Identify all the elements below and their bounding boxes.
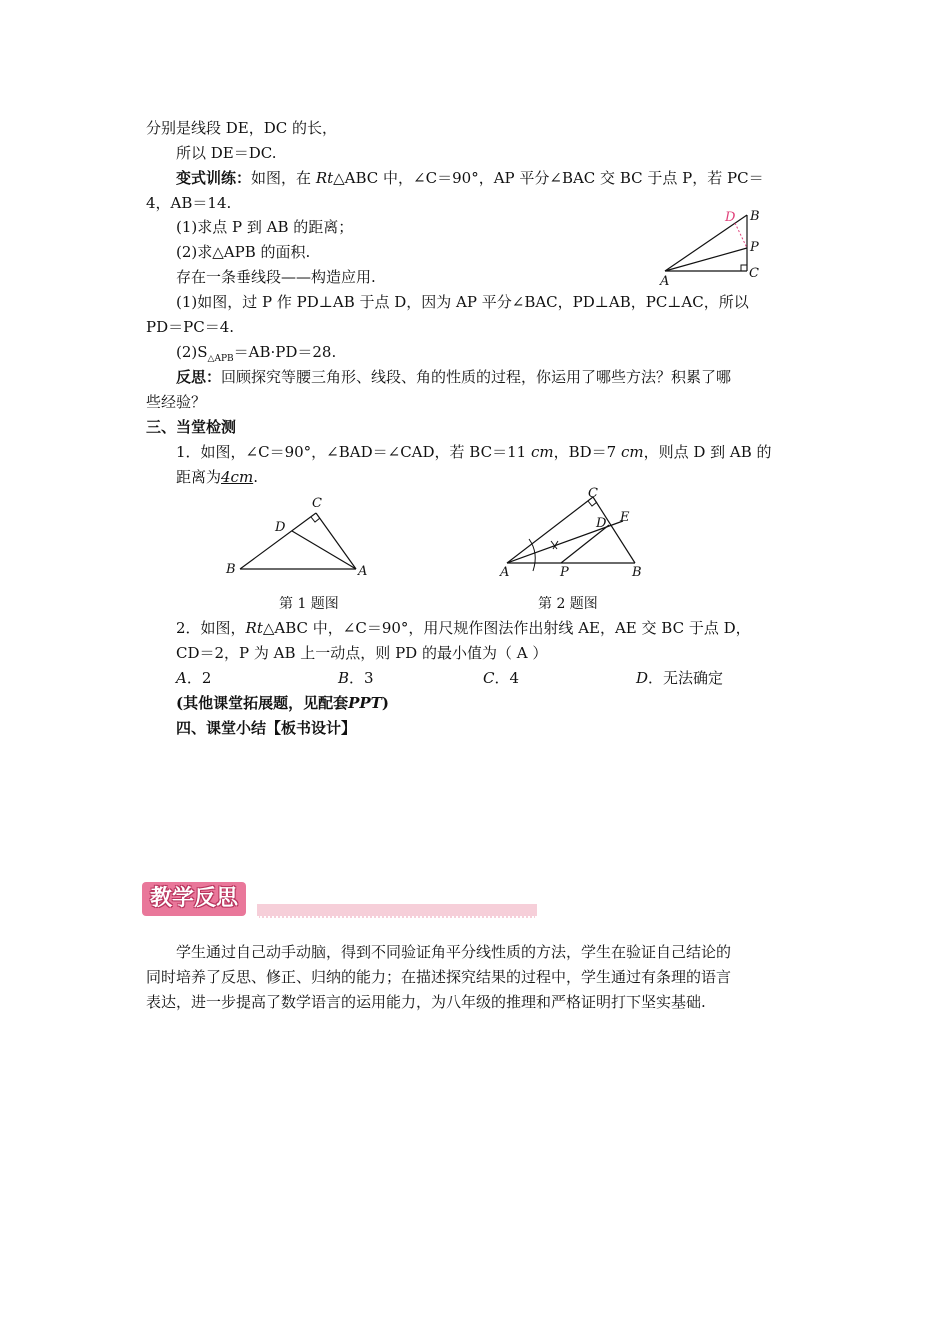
figure-triangle-apb — [655, 205, 765, 290]
banner-title: 教学反思 — [142, 882, 246, 916]
banner-decoration — [257, 904, 537, 918]
label-b: B — [750, 209, 760, 224]
label-c: C — [588, 486, 598, 501]
text-span: ) — [381, 694, 389, 712]
label-b: B — [632, 565, 642, 580]
option-text: ．2 — [186, 669, 212, 687]
question-1-line-2 — [176, 466, 806, 488]
text-span: Rt — [245, 619, 263, 637]
question-1-line — [176, 441, 806, 463]
text-span: Rt — [315, 169, 334, 187]
label-a: A — [358, 564, 368, 579]
text-span: (其他课堂拓展题，见配套 — [176, 694, 349, 712]
section-heading: 四、课堂小结【板书设计】 — [176, 719, 357, 737]
option-letter: B — [338, 669, 350, 687]
label-a: A — [660, 274, 670, 289]
reflection-line — [176, 366, 806, 388]
reflection-banner — [142, 882, 537, 920]
option-b — [338, 667, 374, 688]
text-span: ＝AB·PD＝28. — [233, 343, 337, 361]
text-span: 如图，在 — [251, 169, 312, 187]
segment-ap — [665, 248, 747, 271]
text-line: 些经验？ — [146, 393, 207, 411]
reflection-paragraph-line: 学生通过自己动手动脑，得到不同验证角平分线性质的方法，学生在验证自己结论的 — [176, 943, 732, 961]
text-span: 2．如图， — [176, 619, 246, 637]
text-span: ，BD＝7 — [553, 443, 617, 461]
subscript: △APB — [207, 354, 234, 364]
question-2-line-2: CD＝2，P 为 AB 上一动点，则 PD 的最小值为（ A ） — [176, 644, 548, 662]
label-p: P — [750, 240, 759, 255]
segment-pd — [735, 223, 747, 248]
text-span: PPT — [348, 694, 382, 712]
option-text: ．无法确定 — [648, 669, 724, 687]
text-line: (1)求点 P 到 AB 的距离； — [176, 218, 354, 236]
unit-text: cm — [620, 443, 644, 461]
figure-1-caption: 第 1 题图 — [279, 596, 339, 612]
segment-ac — [507, 497, 593, 563]
label-c: C — [312, 496, 322, 511]
label-d: D — [596, 516, 607, 531]
section-heading: 三、当堂检测 — [146, 418, 237, 436]
right-angle-mark — [741, 265, 747, 271]
extension-note — [176, 692, 806, 714]
text-span: 距离为 — [176, 468, 222, 486]
reflection-paragraph-line: 表达，进一步提高了数学语言的运用能力，为八年级的推理和严格证明打下坚实基础. — [146, 993, 706, 1011]
variant-training-label: 变式训练： — [176, 169, 252, 187]
label-b: B — [226, 562, 236, 577]
text-line: (1)如图，过 P 作 PD⊥AB 于点 D，因为 AP 平分∠BAC，PD⊥AB，PC⊥AC，所以 — [176, 293, 749, 311]
option-a — [176, 667, 211, 688]
question-2-line — [176, 617, 806, 639]
text-line: 存在一条垂线段——构造应用. — [176, 268, 376, 286]
text-line: (2)求△APB 的面积. — [176, 243, 311, 261]
text-line: 分别是线段 DE，DC 的长， — [146, 119, 338, 137]
text-span: △ABC 中，∠C＝90°，AP 平分∠BAC 交 BC 于点 P，若 PC＝ — [333, 169, 764, 187]
label-c: C — [749, 266, 759, 281]
right-angle-mark — [311, 517, 320, 522]
figure-1 — [220, 493, 380, 585]
text-span: . — [253, 468, 258, 486]
text-span: ，则点 D 到 AB 的 — [643, 443, 772, 461]
figure-2 — [495, 483, 655, 585]
label-d: D — [725, 210, 736, 225]
segment-ad — [292, 531, 356, 569]
reflection-label: 反思： — [176, 368, 222, 386]
variant-training-line — [176, 167, 806, 189]
segment-ca — [316, 513, 356, 569]
answer-text: 4cm — [221, 468, 254, 486]
label-p: P — [560, 565, 569, 580]
label-e: E — [620, 510, 630, 525]
text-line: 所以 DE＝DC. — [176, 144, 277, 162]
text-span: 回顾探究等腰三角形、线段、角的性质的过程，你运用了哪些方法？积累了哪 — [221, 368, 732, 386]
option-letter: C — [483, 669, 495, 687]
text-line: PD＝PC＝4. — [146, 318, 235, 336]
unit-text: cm — [530, 443, 554, 461]
option-text: ．4 — [494, 669, 520, 687]
option-letter: A — [176, 669, 187, 687]
text-span: (2)S — [176, 343, 208, 361]
text-line: 4，AB＝14. — [146, 194, 232, 212]
option-c — [483, 667, 519, 688]
option-letter: D — [636, 669, 649, 687]
text-span: 1．如图，∠C＝90°，∠BAD＝∠CAD，若 BC＝11 — [176, 443, 527, 461]
text-span: △ABC 中，∠C＝90°，用尺规作图法作出射线 AE，AE 交 BC 于点 D， — [262, 619, 751, 637]
option-text: ．3 — [349, 669, 374, 687]
label-a: A — [500, 565, 510, 580]
reflection-paragraph-line: 同时培养了反思、修正、归纳的能力；在描述探究结果的过程中，学生通过有条理的语言 — [146, 968, 732, 986]
label-d: D — [275, 520, 286, 535]
option-d — [636, 667, 723, 688]
figure-2-caption: 第 2 题图 — [538, 596, 598, 612]
